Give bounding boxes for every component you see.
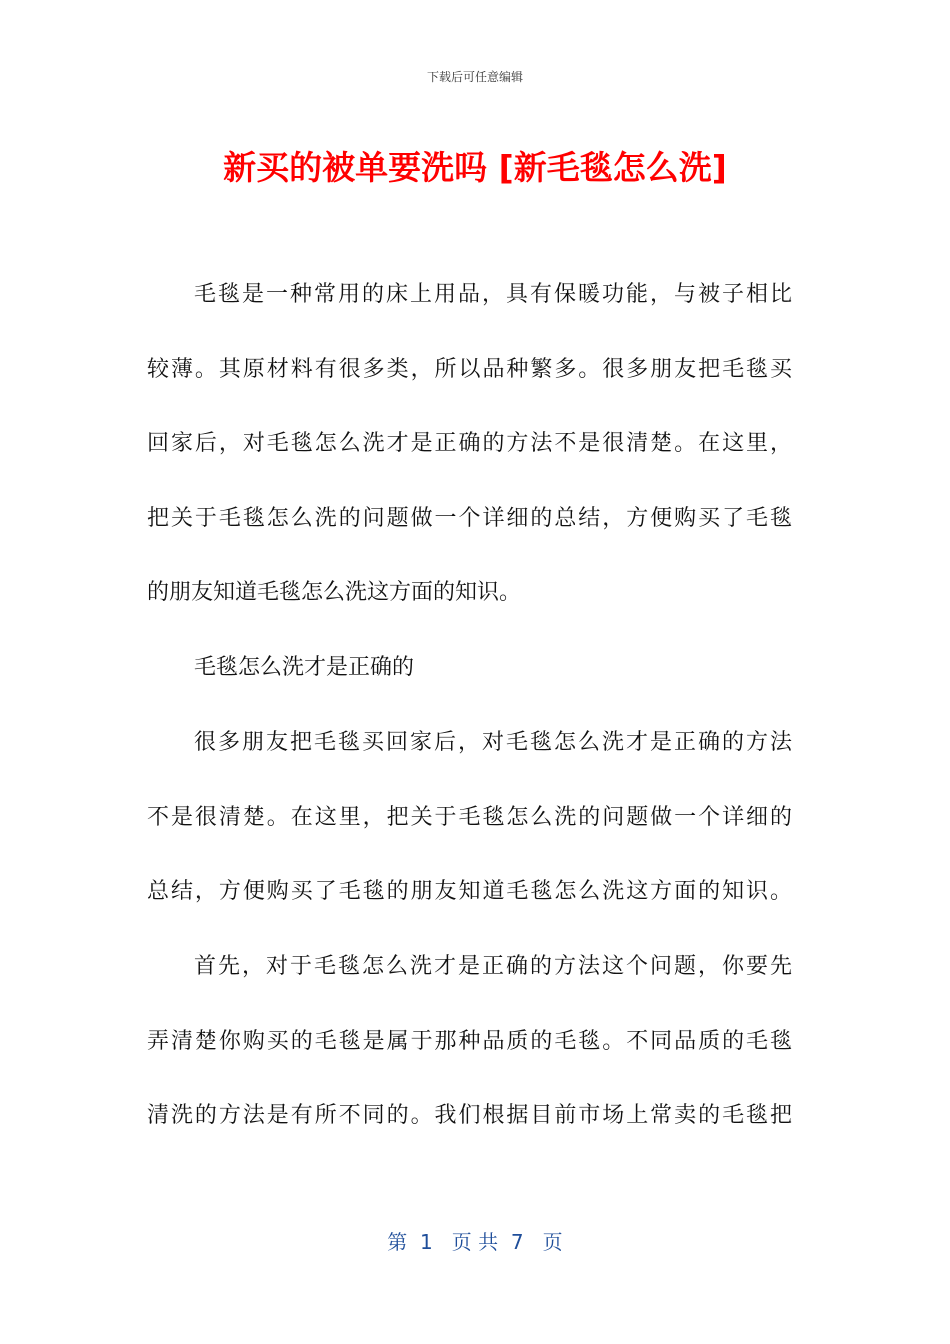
paragraph-line: 把关于毛毯怎么洗的问题做一个详细的总结，方便购买了毛毯	[147, 505, 792, 531]
paragraph-intro	[147, 258, 792, 631]
section-heading	[147, 631, 792, 706]
paragraph-line: 清洗的方法是有所不同的。我们根据目前市场上常卖的毛毯把	[147, 1103, 792, 1129]
paragraph-line: 总结，方便购买了毛毯的朋友知道毛毯怎么洗这方面的知识。	[147, 879, 792, 905]
paragraph-line: 的朋友知道毛毯怎么洗这方面的知识。	[147, 580, 522, 606]
paragraph-line: 毛毯是一种常用的床上用品，具有保暖功能，与被子相比	[194, 282, 792, 307]
page-number-footer: 第 1 页 共 7 页	[387, 1230, 563, 1254]
paragraph-second	[147, 706, 792, 930]
document-title: 新买的被单要洗吗 [新毛毯怎么洗]	[223, 148, 727, 187]
header-note: 下载后可任意编辑	[426, 70, 523, 84]
paragraph-line: 不是很清楚。在这里，把关于毛毯怎么洗的问题做一个详细的	[147, 804, 792, 830]
paragraph-line: 很多朋友把毛毯买回家后，对毛毯怎么洗才是正确的方法	[194, 730, 792, 755]
paragraph-line: 毛毯怎么洗才是正确的	[194, 655, 415, 680]
paragraph-line: 回家后，对毛毯怎么洗才是正确的方法不是很清楚。在这里，	[147, 431, 792, 457]
paragraph-third	[147, 930, 792, 1154]
paragraph-line: 首先，对于毛毯怎么洗才是正确的方法这个问题，你要先	[194, 954, 792, 979]
paragraph-line: 较薄。其原材料有很多类，所以品种繁多。很多朋友把毛毯买	[147, 356, 792, 382]
paragraph-line: 弄清楚你购买的毛毯是属于那种品质的毛毯。不同品质的毛毯	[147, 1028, 792, 1054]
